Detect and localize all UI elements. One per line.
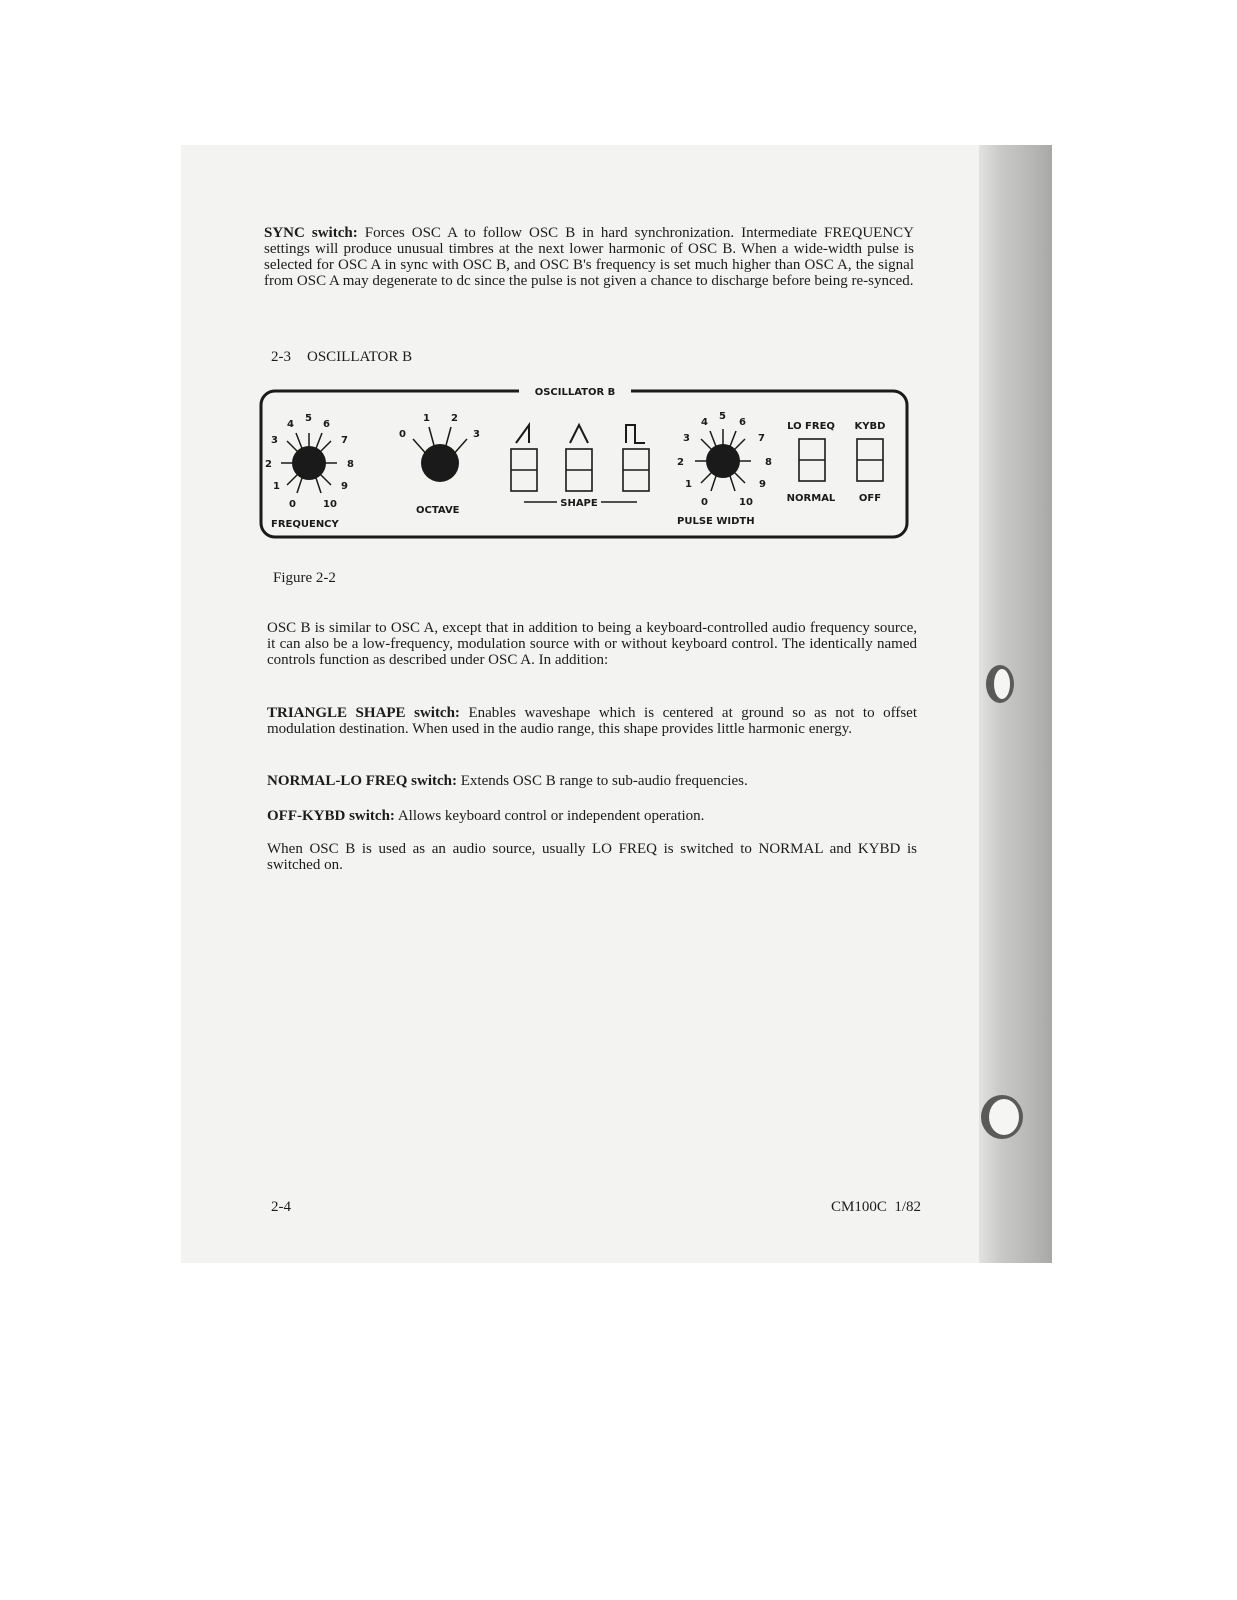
triangle-icon bbox=[570, 425, 588, 443]
freq-num-0: 0 bbox=[289, 499, 296, 510]
triangle-term: TRIANGLE SHAPE switch: bbox=[267, 705, 460, 721]
lo-freq-label: LO FREQ bbox=[787, 421, 835, 432]
octave-num-0: 0 bbox=[399, 429, 406, 440]
pw-num-7: 7 bbox=[758, 433, 765, 444]
off-kybd-text: Allows keyboard control or independent operation. bbox=[394, 808, 705, 824]
section-heading bbox=[271, 349, 428, 366]
panel-border bbox=[261, 391, 907, 537]
kybd-label: KYBD bbox=[854, 421, 886, 432]
pw-num-8: 8 bbox=[765, 457, 772, 468]
sync-term: SYNC switch: bbox=[264, 225, 358, 241]
normal-lo-paragraph bbox=[267, 773, 917, 789]
off-kybd-term: OFF-KYBD switch: bbox=[267, 808, 395, 824]
panel-title: OSCILLATOR B bbox=[534, 387, 616, 398]
off-kybd-paragraph bbox=[267, 808, 917, 824]
octave-knob[interactable] bbox=[413, 427, 467, 482]
freq-num-1: 1 bbox=[273, 481, 280, 492]
section-title: OSCILLATOR B bbox=[307, 349, 413, 365]
page-edge-shadow bbox=[979, 145, 1052, 1263]
octave-label: OCTAVE bbox=[416, 505, 460, 516]
freq-num-4: 4 bbox=[287, 419, 294, 430]
octave-num-3: 3 bbox=[473, 429, 480, 440]
closing-paragraph: When OSC B is used as an audio source, usually LO FREQ is switched to NORMAL and KYBD is switched on. bbox=[267, 841, 917, 873]
sawtooth-icon bbox=[516, 425, 529, 443]
pw-num-4: 4 bbox=[701, 417, 708, 428]
pulse-icon bbox=[626, 425, 645, 443]
normal-lo-text: Extends OSC B range to sub-audio frequencies. bbox=[457, 773, 748, 789]
pw-num-3: 3 bbox=[683, 433, 690, 444]
scanned-page bbox=[181, 145, 1052, 1263]
freq-num-5: 5 bbox=[305, 413, 312, 424]
octave-num-1: 1 bbox=[423, 413, 430, 424]
pulse-width-label: PULSE WIDTH bbox=[677, 516, 755, 527]
normal-lo-term: NORMAL-LO FREQ switch: bbox=[267, 773, 457, 789]
freq-num-6: 6 bbox=[323, 419, 330, 430]
sync-text: Forces OSC A to follow OSC B in hard synchronization. Intermediate FREQUENCY settings will produce unusual timbres at the next lower harmonic of OSC B. When a wide-width pulse is selected for OSC A in sync with OSC B, and OSC B's frequency is set much higher than OSC A, the signal from OSC A may degenerate to dc since the pulse is not given a chance to discharge before being re-synced. bbox=[264, 225, 915, 289]
section-number: 2-3 bbox=[271, 349, 291, 365]
triangle-paragraph bbox=[267, 705, 917, 737]
pulse-width-knob[interactable] bbox=[695, 429, 751, 491]
sync-paragraph bbox=[264, 225, 914, 289]
binder-hole-bottom bbox=[981, 1095, 1023, 1139]
pw-num-1: 1 bbox=[685, 479, 692, 490]
freq-num-10: 10 bbox=[323, 499, 337, 510]
intro-paragraph: OSC B is similar to OSC A, except that in addition to being a keyboard-controlled audio frequency source, it can also be a low-frequency, modulation source with or without keyboard control. The identically named controls function as described under OSC A. In addition: bbox=[267, 620, 917, 668]
pw-num-5: 5 bbox=[719, 411, 726, 422]
octave-num-2: 2 bbox=[451, 413, 458, 424]
pw-num-10: 10 bbox=[739, 497, 753, 508]
footer-page-number: 2-4 bbox=[271, 1199, 291, 1215]
pw-num-2: 2 bbox=[677, 457, 684, 468]
shape-label: SHAPE bbox=[560, 498, 598, 509]
triangle-text: Enables waveshape which is centered at ground so as not to offset modulation destination. When used in the audio range, this shape provides little harmonic energy. bbox=[267, 705, 918, 737]
freq-num-8: 8 bbox=[347, 459, 354, 470]
figure-caption: Figure 2-2 bbox=[273, 570, 336, 586]
pw-num-9: 9 bbox=[759, 479, 766, 490]
pw-num-0: 0 bbox=[701, 497, 708, 508]
footer-doc-id: CM100C 1/82 bbox=[831, 1199, 922, 1215]
frequency-label: FREQUENCY bbox=[271, 519, 339, 530]
oscillator-b-panel-figure bbox=[259, 383, 909, 539]
normal-label: NORMAL bbox=[786, 493, 836, 504]
binder-hole-top bbox=[986, 665, 1014, 703]
freq-num-2: 2 bbox=[265, 459, 272, 470]
off-label: OFF bbox=[858, 493, 882, 504]
freq-num-9: 9 bbox=[341, 481, 348, 492]
pw-num-6: 6 bbox=[739, 417, 746, 428]
freq-num-3: 3 bbox=[271, 435, 278, 446]
freq-num-7: 7 bbox=[341, 435, 348, 446]
frequency-knob[interactable] bbox=[281, 433, 337, 493]
manual-page bbox=[181, 145, 981, 1263]
